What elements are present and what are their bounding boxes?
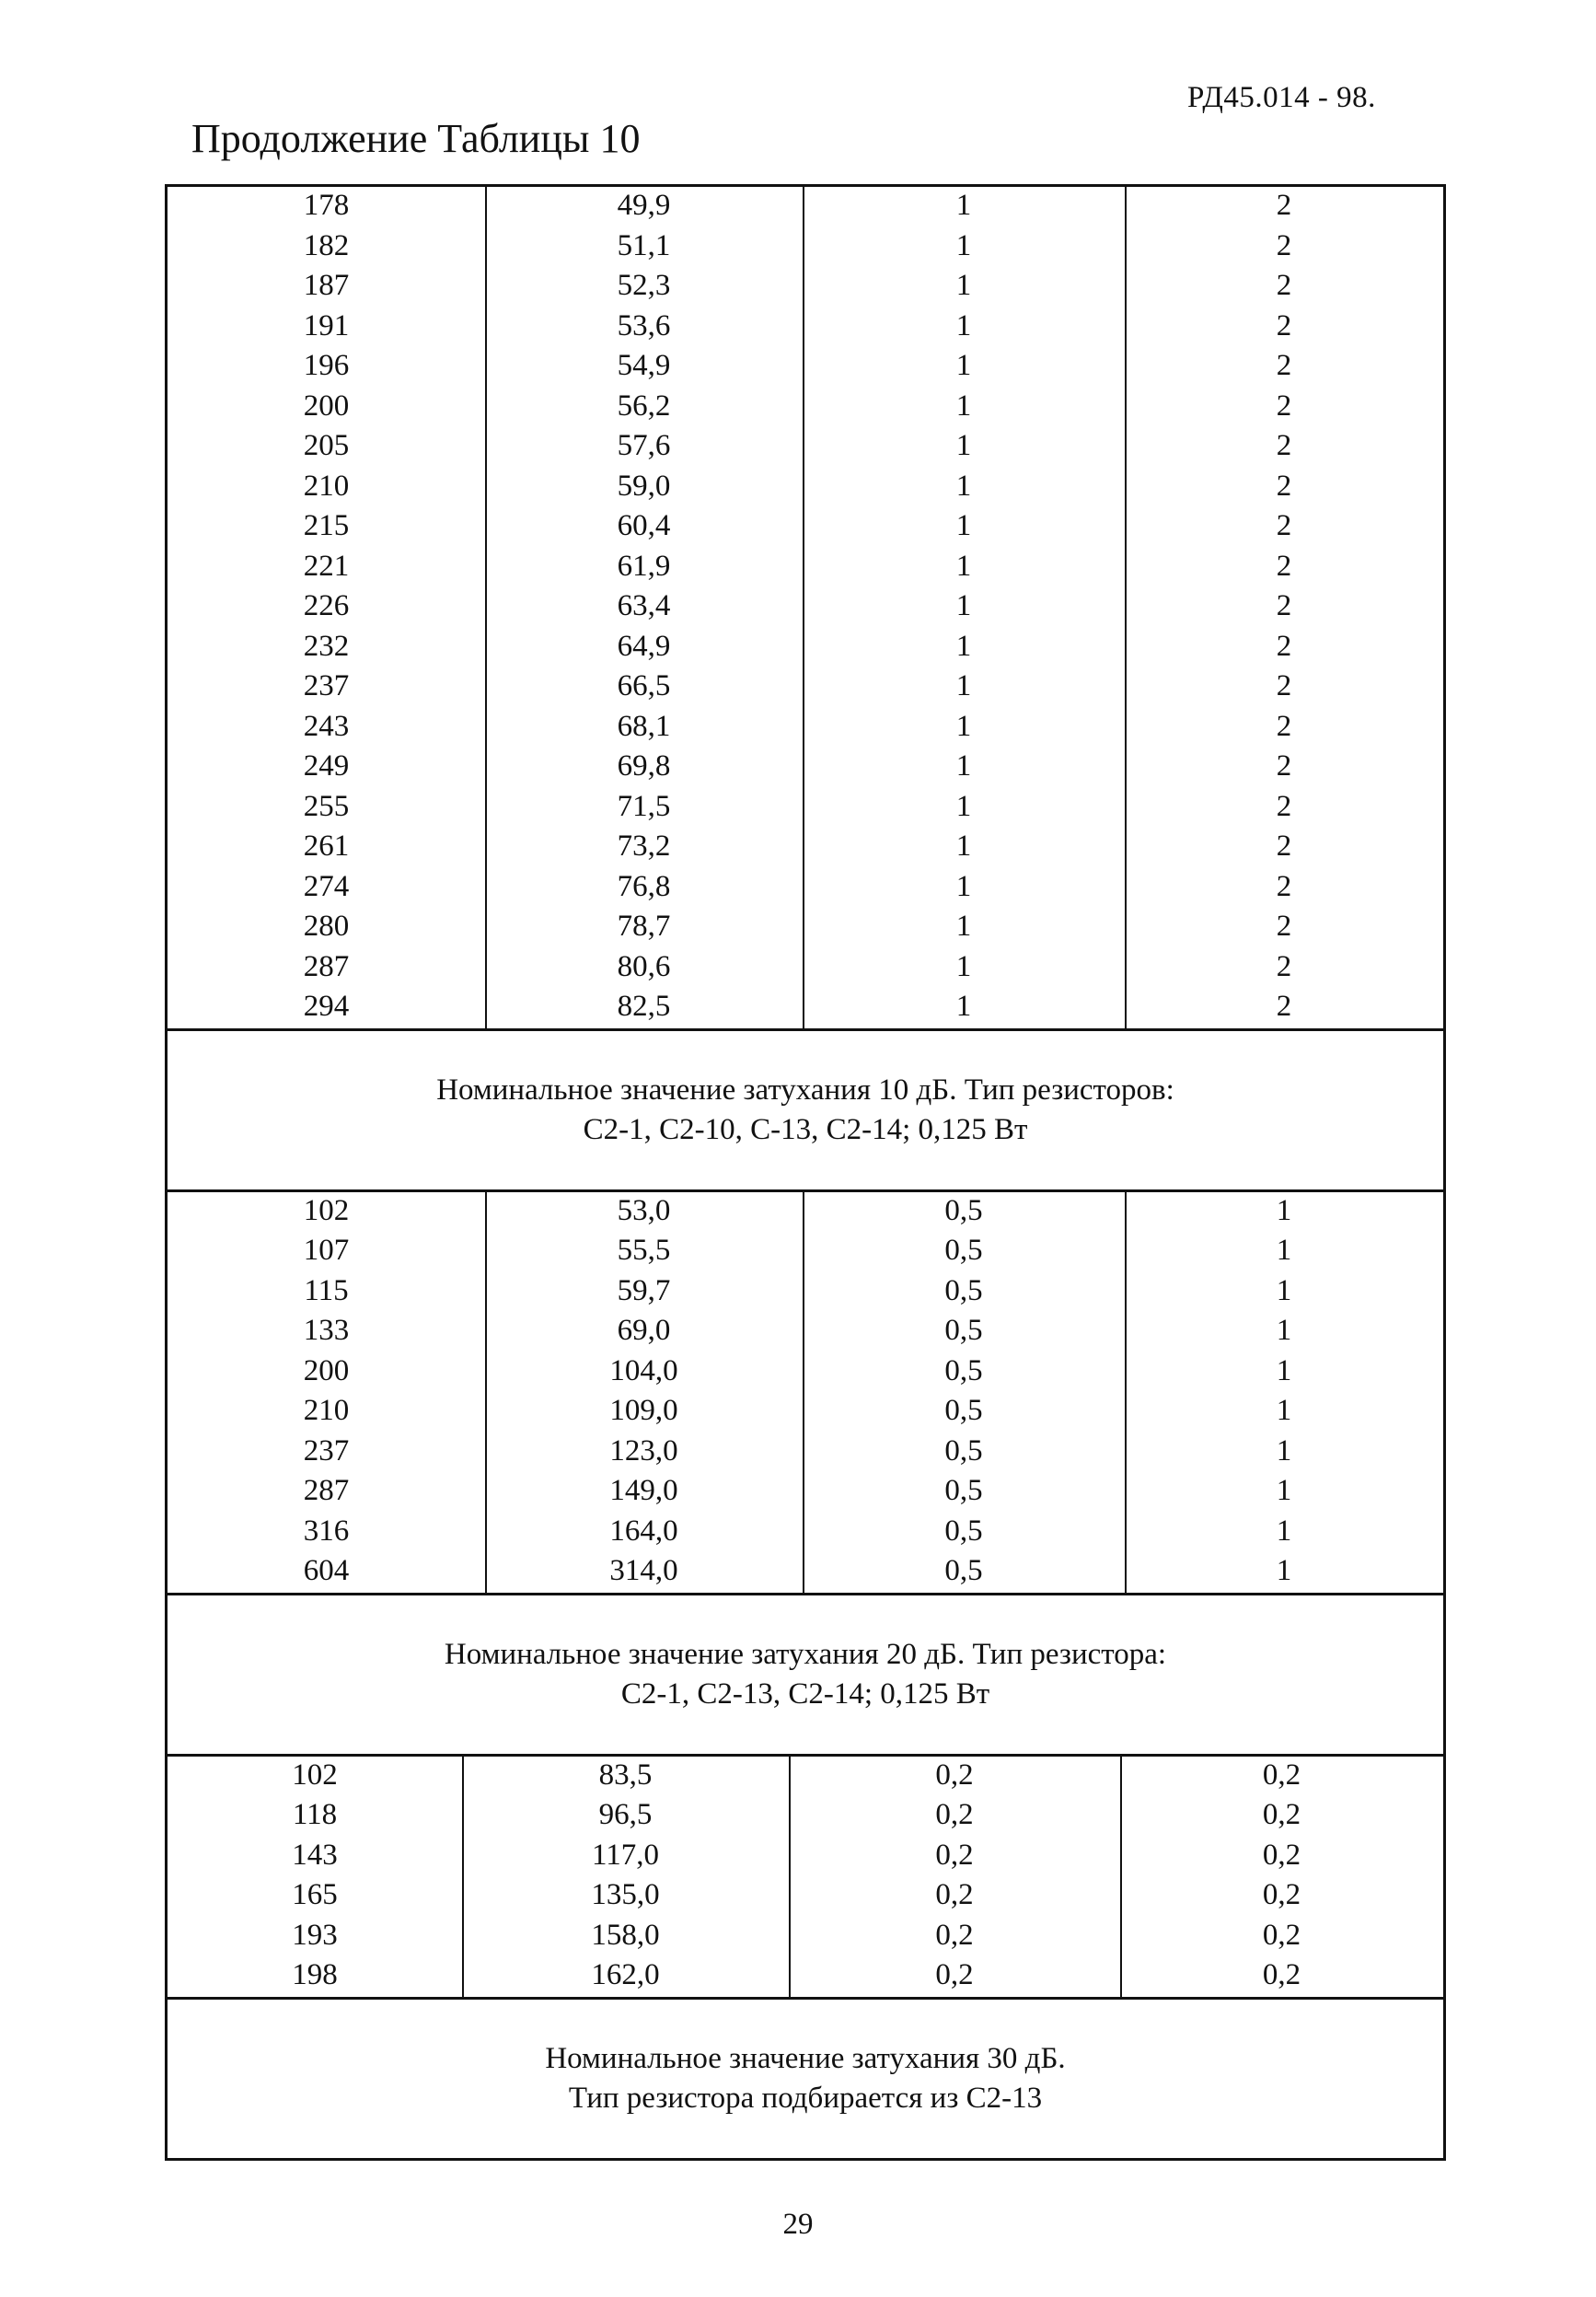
table-cell: 68,1 (617, 709, 671, 743)
table-cell: 60,4 (617, 509, 671, 543)
table-cell: 0,2 (935, 1958, 974, 1992)
section-heading-line: С2-1, С2-10, С-13, С2-14; 0,125 Вт (583, 1112, 1028, 1146)
table-row (168, 1796, 1443, 1837)
table-cell: 109,0 (609, 1394, 678, 1428)
table-cell: 66,5 (617, 669, 671, 703)
table-cell: 0,2 (935, 1798, 974, 1832)
table-cell: 1 (955, 228, 972, 262)
section-heading-20db (168, 1593, 1443, 1754)
table-cell: 0,5 (944, 1474, 983, 1508)
table-cell: 2 (1276, 429, 1292, 463)
table-row (168, 748, 1443, 788)
table-cell: 2 (1276, 228, 1292, 262)
table-cell: 102 (303, 1193, 350, 1227)
table-row (168, 187, 1443, 227)
table-cell: 1 (955, 308, 972, 342)
table-cell: 255 (303, 789, 350, 823)
table-row (168, 1272, 1443, 1313)
table-block-1 (168, 187, 1443, 1028)
table-row (168, 828, 1443, 868)
page-number: 29 (782, 2208, 814, 2241)
section-heading-line: Тип резистора подбирается из С2-13 (568, 2081, 1043, 2115)
table-cell: 0,2 (935, 1878, 974, 1912)
table-cell: 0,2 (1262, 1798, 1301, 1832)
table-cell: 117,0 (591, 1838, 660, 1872)
table-row (168, 468, 1443, 508)
table-cell: 2 (1276, 308, 1292, 342)
table-cell: 210 (303, 469, 350, 503)
table-cell: 604 (303, 1554, 350, 1588)
table-cell: 0,2 (1262, 1758, 1301, 1792)
table-row (168, 908, 1443, 948)
table-cell: 63,4 (617, 589, 671, 623)
table-cell: 1 (1276, 1273, 1292, 1307)
table-cell: 102 (292, 1758, 338, 1792)
table-cell: 0,5 (944, 1514, 983, 1548)
table-cell: 187 (303, 269, 350, 303)
table-cell: 1 (955, 469, 972, 503)
table-cell: 0,5 (944, 1314, 983, 1348)
table-cell: 0,5 (944, 1394, 983, 1428)
table-cell: 193 (292, 1918, 338, 1952)
table-cell: 0,2 (1262, 1918, 1301, 1952)
table-cell: 1 (955, 949, 972, 983)
section-heading-line: Номинальное значение затухания 10 дБ. Тип резисторов: (436, 1073, 1174, 1107)
table-cell: 52,3 (617, 269, 671, 303)
table-cell: 53,6 (617, 308, 671, 342)
table-cell: 1 (955, 549, 972, 583)
table-cell: 0,5 (944, 1193, 983, 1227)
table-cell: 165 (292, 1878, 338, 1912)
table-cell: 83,5 (598, 1758, 653, 1792)
table-cell: 2 (1276, 949, 1292, 983)
table-cell: 0,5 (944, 1273, 983, 1307)
table-cell: 243 (303, 709, 350, 743)
table-cell: 53,0 (617, 1193, 671, 1227)
table-block-20db (168, 1754, 1443, 1997)
table-row (168, 1956, 1443, 1997)
table-cell: 2 (1276, 709, 1292, 743)
table-cell: 143 (292, 1838, 338, 1872)
table-cell: 59,7 (617, 1273, 671, 1307)
table-cell: 0,5 (944, 1234, 983, 1268)
table-cell: 0,2 (935, 1758, 974, 1792)
table-row (168, 1757, 1443, 1797)
table-row (168, 1352, 1443, 1393)
section-heading-line: Номинальное значение затухания 20 дБ. Тип резистора: (444, 1637, 1167, 1671)
table-cell: 1 (1276, 1514, 1292, 1548)
table-cell: 261 (303, 829, 350, 864)
table-cell: 51,1 (617, 228, 671, 262)
table-row (168, 667, 1443, 708)
table-cell: 316 (303, 1514, 350, 1548)
table-cell: 2 (1276, 910, 1292, 944)
resistor-table (165, 184, 1446, 2161)
table-cell: 1 (955, 789, 972, 823)
table-cell: 96,5 (598, 1798, 653, 1832)
table-cell: 71,5 (617, 789, 671, 823)
table-cell: 78,7 (617, 910, 671, 944)
table-cell: 0,5 (944, 1433, 983, 1468)
table-cell: 200 (303, 1353, 350, 1387)
table-cell: 55,5 (617, 1234, 671, 1268)
table-cell: 1 (955, 629, 972, 663)
table-cell: 82,5 (617, 990, 671, 1024)
table-cell: 191 (303, 308, 350, 342)
table-cell: 2 (1276, 349, 1292, 383)
table-cell: 2 (1276, 829, 1292, 864)
table-cell: 237 (303, 669, 350, 703)
table-row (168, 948, 1443, 989)
table-row (168, 307, 1443, 348)
table-cell: 1 (955, 189, 972, 223)
table-cell: 1 (955, 869, 972, 903)
table-row (168, 708, 1443, 748)
table-cell: 1 (1276, 1474, 1292, 1508)
table-cell: 215 (303, 509, 350, 543)
table-cell: 64,9 (617, 629, 671, 663)
table-cell: 164,0 (609, 1514, 678, 1548)
table-cell: 80,6 (617, 949, 671, 983)
table-row (168, 988, 1443, 1028)
table-cell: 0,2 (1262, 1878, 1301, 1912)
table-row (168, 788, 1443, 829)
table-cell: 135,0 (591, 1878, 660, 1912)
table-cell: 2 (1276, 269, 1292, 303)
table-cell: 1 (1276, 1193, 1292, 1227)
table-cell: 1 (1276, 1234, 1292, 1268)
table-row (168, 1917, 1443, 1957)
table-cell: 118 (292, 1798, 338, 1832)
table-row (168, 427, 1443, 468)
table-cell: 249 (303, 749, 350, 783)
table-cell: 1 (1276, 1314, 1292, 1348)
table-continuation-title: Продолжение Таблицы 10 (191, 116, 641, 161)
table-cell: 1 (1276, 1554, 1292, 1588)
table-cell: 287 (303, 1474, 350, 1508)
table-cell: 0,2 (935, 1918, 974, 1952)
table-cell: 1 (1276, 1394, 1292, 1428)
table-cell: 221 (303, 549, 350, 583)
table-cell: 182 (303, 228, 350, 262)
table-cell: 0,5 (944, 1554, 983, 1588)
table-cell: 56,2 (617, 389, 671, 423)
table-cell: 49,9 (617, 189, 671, 223)
table-cell: 1 (955, 910, 972, 944)
section-heading-line: С2-1, С2-13, С2-14; 0,125 Вт (620, 1676, 990, 1711)
table-cell: 1 (955, 589, 972, 623)
table-cell: 133 (303, 1314, 350, 1348)
table-cell: 123,0 (609, 1433, 678, 1468)
table-cell: 200 (303, 389, 350, 423)
table-cell: 107 (303, 1234, 350, 1268)
table-cell: 2 (1276, 549, 1292, 583)
table-cell: 1 (955, 669, 972, 703)
table-cell: 149,0 (609, 1474, 678, 1508)
table-row (168, 267, 1443, 307)
table-cell: 2 (1276, 589, 1292, 623)
table-row (168, 1876, 1443, 1917)
table-row (168, 548, 1443, 588)
table-row (168, 507, 1443, 548)
table-cell: 2 (1276, 749, 1292, 783)
table-cell: 104,0 (609, 1353, 678, 1387)
table-cell: 54,9 (617, 349, 671, 383)
table-cell: 232 (303, 629, 350, 663)
section-heading-30db (168, 1997, 1443, 2158)
table-cell: 57,6 (617, 429, 671, 463)
table-cell: 115 (304, 1273, 349, 1307)
table-cell: 0,5 (944, 1353, 983, 1387)
table-cell: 2 (1276, 669, 1292, 703)
table-cell: 1 (955, 429, 972, 463)
table-cell: 314,0 (609, 1554, 678, 1588)
table-cell: 0,2 (1262, 1838, 1301, 1872)
table-cell: 61,9 (617, 549, 671, 583)
table-cell: 280 (303, 910, 350, 944)
table-cell: 2 (1276, 509, 1292, 543)
table-cell: 1 (955, 269, 972, 303)
table-cell: 1 (955, 749, 972, 783)
table-block-10db (168, 1189, 1443, 1593)
table-row (168, 1232, 1443, 1272)
table-row (168, 1433, 1443, 1473)
table-cell: 158,0 (591, 1918, 660, 1952)
table-cell: 1 (955, 389, 972, 423)
table-cell: 1 (1276, 1433, 1292, 1468)
table-cell: 287 (303, 949, 350, 983)
table-cell: 2 (1276, 389, 1292, 423)
table-cell: 2 (1276, 789, 1292, 823)
table-row (168, 347, 1443, 388)
table-cell: 0,2 (935, 1838, 974, 1872)
table-cell: 198 (292, 1958, 338, 1992)
table-cell: 1 (1276, 1353, 1292, 1387)
table-cell: 59,0 (617, 469, 671, 503)
table-row (168, 587, 1443, 628)
table-cell: 2 (1276, 469, 1292, 503)
table-cell: 210 (303, 1394, 350, 1428)
table-row (168, 1837, 1443, 1877)
table-cell: 274 (303, 869, 350, 903)
table-row (168, 1552, 1443, 1593)
table-row (168, 1472, 1443, 1513)
table-cell: 237 (303, 1433, 350, 1468)
table-cell: 76,8 (617, 869, 671, 903)
table-cell: 0,2 (1262, 1958, 1301, 1992)
table-row (168, 628, 1443, 668)
table-cell: 1 (955, 829, 972, 864)
table-cell: 69,8 (617, 749, 671, 783)
table-cell: 205 (303, 429, 350, 463)
table-row (168, 868, 1443, 909)
document-code: РД45.014 - 98. (1187, 81, 1376, 114)
table-row (168, 1392, 1443, 1433)
table-row (168, 227, 1443, 268)
table-cell: 1 (955, 509, 972, 543)
table-cell: 294 (303, 990, 350, 1024)
table-cell: 1 (955, 709, 972, 743)
table-cell: 73,2 (617, 829, 671, 864)
table-cell: 2 (1276, 629, 1292, 663)
table-cell: 69,0 (617, 1314, 671, 1348)
table-cell: 2 (1276, 189, 1292, 223)
table-cell: 2 (1276, 869, 1292, 903)
table-row (168, 1513, 1443, 1553)
section-heading-10db (168, 1028, 1443, 1189)
table-row (168, 388, 1443, 428)
table-cell: 1 (955, 990, 972, 1024)
table-cell: 226 (303, 589, 350, 623)
table-row (168, 1192, 1443, 1233)
section-heading-line: Номинальное значение затухания 30 дБ. (545, 2041, 1066, 2075)
table-cell: 196 (303, 349, 350, 383)
table-cell: 178 (303, 189, 350, 223)
table-cell: 1 (955, 349, 972, 383)
table-cell: 2 (1276, 990, 1292, 1024)
table-row (168, 1312, 1443, 1352)
table-cell: 162,0 (591, 1958, 660, 1992)
